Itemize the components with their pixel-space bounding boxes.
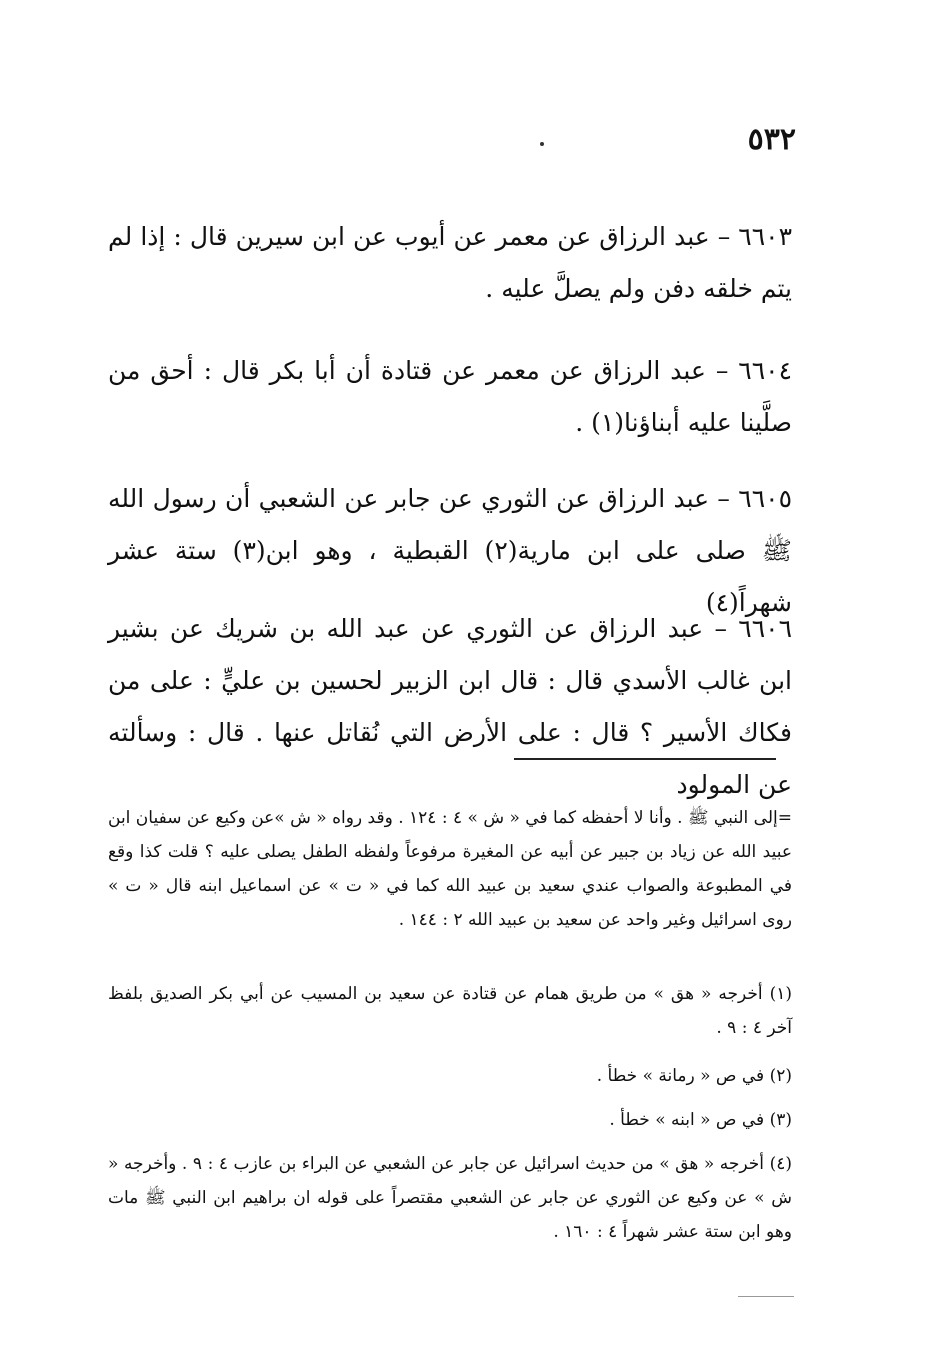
scan-edge-mark: [738, 1296, 794, 1297]
footnote-separator: [514, 758, 776, 760]
hadith-6606: ٦٦٠٦ – عبد الرزاق عن الثوري عن عبد الله بن شريك عن بشير ابن غالب الأسدي قال : قال ابن الزبير لحسين بن عليٍّ : على من فكاك الأسير ؟ قال : على الأرض التي نُقاتل عنها . قال : وسألته عن المولود: [108, 614, 792, 799]
hadith-6604: ٦٦٠٤ – عبد الرزاق عن معمر عن قتادة أن أبا بكر قال : أحق من صلَّينا عليه أبناؤنا(١) .: [108, 356, 792, 437]
hadith-6603: ٦٦٠٣ – عبد الرزاق عن معمر عن أيوب عن ابن سيرين قال : إذا لم يتم خلقه دفن ولم يصلَّ عليه .: [108, 222, 792, 303]
ink-dot: [540, 142, 544, 146]
footnote-continuation: =إلى النبي ﷺ . وأنا لا أحفظه كما في « ش » ٤ : ١٢٤ . وقد رواه « ش »عن وكيع عن سفيان ابن عبيد الله عن زياد بن جبير عن أبيه عن المغيرة مرفوعاً ولفظه الطفل يصلى عليه ؟ قلت كذا وقع في المطبوعة والصواب عندي سعيد بن عبيد الله كما في « ت » عن اسماعيل ابنه قال « ت » روى اسرائيل وغير واحد عن سعيد بن عبيد الله ٢ : ١٤٤ .: [108, 808, 792, 930]
footnote-2: (٢) في ص « رمانة » خطأ .: [596, 1066, 792, 1086]
hadith-6605: ٦٦٠٥ – عبد الرزاق عن الثوري عن جابر عن الشعبي أن رسول الله ﷺ صلى على ابن مارية(٢) القبطية ، وهو ابن(٣) ستة عشر شهراً(٤): [108, 484, 792, 617]
page-number: ٥٣٢: [747, 122, 796, 157]
footnote-1: (١) أخرجه « هق » من طريق همام عن قتادة عن سعيد بن المسيب عن أبي بكر الصديق بلفظ آخر ٤ : ٩ .: [108, 984, 792, 1038]
footnote-3: (٣) في ص « ابنه » خطأ .: [609, 1110, 792, 1130]
footnote-4: (٤) أخرجه « هق » من حديث اسرائيل عن جابر عن الشعبي عن البراء بن عازب ٤ : ٩ . وأخرجه « ش » عن وكيع عن الثوري عن جابر عن الشعبي مقتصراً على قوله ان براهيم ابن النبي ﷺ مات وهو ابن ستة عشر شهراً ٤ : ١٦٠ .: [108, 1154, 792, 1242]
